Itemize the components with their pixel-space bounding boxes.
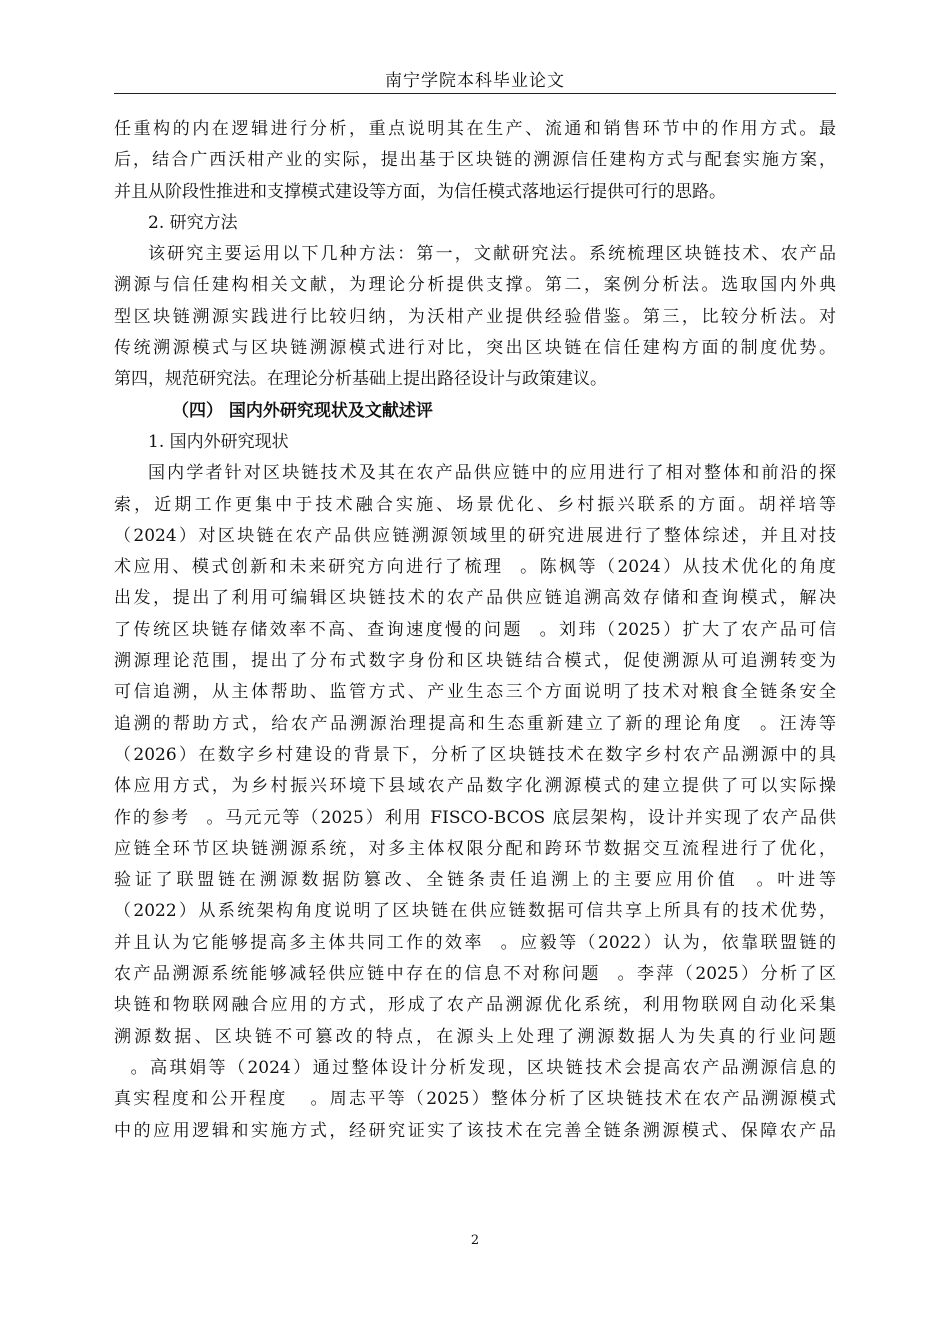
line-text: 了传统区块链存储效率不高、查询速度慢的问题	[114, 619, 523, 640]
line-text: 作的参考	[114, 807, 191, 828]
line-text: 真实程度和公开程度	[114, 1089, 288, 1110]
line-text-continued: 。高琪娟等（2024）通过整体设计分析发现，区块链技术会提高农产品溯源信息的	[128, 1057, 836, 1078]
text-line	[114, 364, 836, 395]
line-text: 溯源与信任建构相关文献，为理论分析提供支撑。第二，案例分析法。选取国内外典	[114, 275, 836, 296]
line-text: 溯源数据、区块链不可篡改的特点，在源头上处理了溯源数据人为失真的行业问题	[114, 1026, 836, 1047]
line-text-continued: 。应毅等（2022）认为，依靠联盟链的	[498, 932, 836, 953]
page-number: 2	[470, 1233, 480, 1248]
text-line	[114, 583, 836, 614]
line-text: 第四，规范研究法。在理论分析基础上提出路径设计与政策建议。	[114, 369, 607, 390]
line-text: 该研究主要运用以下几种方法：第一，文献研究法。系统梳理区块链技术、农产品	[148, 244, 836, 265]
text-line	[114, 427, 836, 458]
text-line	[114, 396, 836, 427]
running-header: 南宁学院本科毕业论文	[385, 71, 565, 91]
text-line	[114, 740, 836, 771]
line-text: 溯源理论范围，提出了分布式数字身份和区块链结合模式，促使溯源从可追溯转变为	[114, 651, 836, 672]
line-text: 型区块链溯源实践进行比较归纳，为沃柑产业提供经验借鉴。第三，比较分析法。对	[114, 306, 836, 327]
line-text: 传统溯源模式与区块链溯源模式进行对比，突出区块链在信任建构方面的制度优势。	[114, 338, 836, 359]
text-line	[114, 709, 836, 740]
text-line	[114, 615, 836, 646]
text-line	[114, 990, 836, 1021]
line-text: 农产品溯源系统能够减轻供应链中存在的信息不对称问题	[114, 964, 601, 985]
line-text-continued: 。李萍（2025）分析了区	[615, 964, 836, 985]
line-text: （2026）在数字乡村建设的背景下，分析了区块链技术在数字乡村农产品溯源中的具	[114, 744, 836, 765]
line-text: 2. 研究方法	[148, 212, 238, 233]
text-line	[114, 302, 836, 333]
line-text: 索，近期工作更集中于技术融合实施、场景优化、乡村振兴联系的方面。胡祥培等	[114, 494, 836, 515]
text-line	[114, 896, 836, 927]
line-text: 可信追溯，从主体帮助、监管方式、产业生态三个方面说明了技术对粮食全链条安全	[114, 682, 836, 703]
line-text: 并且从阶段性推进和支撑模式建设等方面，为信任模式落地运行提供可行的思路。	[114, 181, 726, 202]
text-line	[114, 677, 836, 708]
text-line	[114, 803, 836, 834]
text-line	[114, 208, 836, 239]
line-text: 应链全环节区块链溯源系统，对多主体权限分配和跨环节数据交互流程进行了优化，	[114, 838, 836, 859]
line-text: 验证了联盟链在溯源数据防篡改、全链条责任追溯上的主要应用价值	[114, 870, 739, 891]
text-line	[114, 458, 836, 489]
line-text: 后，结合广西沃柑产业的实际，提出基于区块链的溯源信任建构方式与配套实施方案，	[114, 150, 836, 171]
line-text: 追溯的帮助方式，给农产品溯源治理提高和生态重新建立了新的理论角度	[114, 713, 744, 734]
line-text: 并且认为它能够提高多主体共同工作的效率	[114, 932, 484, 953]
text-line	[114, 1116, 836, 1147]
text-line	[114, 1053, 836, 1084]
line-text: 中的应用逻辑和实施方式，经研究证实了该技术在完善全链条溯源模式、保障农产品	[114, 1120, 836, 1141]
text-line	[114, 552, 836, 583]
line-text: 术应用、模式创新和未来研究方向进行了梳理	[114, 557, 504, 578]
text-line	[114, 865, 836, 896]
text-line	[114, 1084, 836, 1115]
text-line	[114, 114, 836, 145]
text-line	[114, 333, 836, 364]
line-text: 1. 国内外研究现状	[148, 431, 289, 452]
line-text: 国内学者针对区块链技术及其在农产品供应链中的应用进行了相对整体和前沿的探	[148, 463, 836, 484]
text-line	[114, 771, 836, 802]
line-text-continued: 。刘玮（2025）扩大了农产品可信	[537, 619, 836, 640]
text-line	[114, 239, 836, 270]
text-line	[114, 145, 836, 176]
line-text: （2022）从系统架构角度说明了区块链在供应链数据可信共享上所具有的技术优势，	[114, 901, 836, 922]
line-text: 出发，提出了利用可编辑区块链技术的农产品供应链追溯高效存储和查询模式，解决	[114, 588, 836, 609]
text-line	[114, 834, 836, 865]
header-divider	[114, 93, 836, 94]
text-line	[114, 1022, 836, 1053]
text-line	[114, 959, 836, 990]
text-line	[114, 928, 836, 959]
text-line	[114, 646, 836, 677]
line-text-continued: 。叶进等	[752, 870, 836, 891]
line-text: （2024）对区块链在农产品供应链溯源领域里的研究进展进行了整体综述，并且对技	[114, 525, 836, 546]
body-text	[114, 114, 836, 1147]
line-text-continued: 。汪涛等	[757, 713, 836, 734]
text-line	[114, 177, 836, 208]
text-line	[114, 521, 836, 552]
line-text-continued: 。陈枫等（2024）从技术优化的角度	[517, 557, 836, 578]
line-text-continued: 。周志平等（2025）整体分析了区块链技术在农产品溯源模式	[308, 1089, 836, 1110]
line-text: 体应用方式，为乡村振兴环境下县域农产品数字化溯源模式的建立提供了可以实际操	[114, 776, 836, 797]
line-text: 任重构的内在逻辑进行分析，重点说明其在生产、流通和销售环节中的作用方式。最	[114, 119, 836, 139]
text-line	[114, 490, 836, 521]
line-text: （四） 国内外研究现状及文献述评	[172, 400, 433, 421]
text-line	[114, 270, 836, 301]
line-text: 块链和物联网融合应用的方式，形成了农产品溯源优化系统，利用物联网自动化采集	[114, 995, 836, 1016]
line-text-continued: 。马元元等（2025）利用 FISCO-BCOS 底层架构，设计并实现了农产品供	[204, 807, 836, 828]
